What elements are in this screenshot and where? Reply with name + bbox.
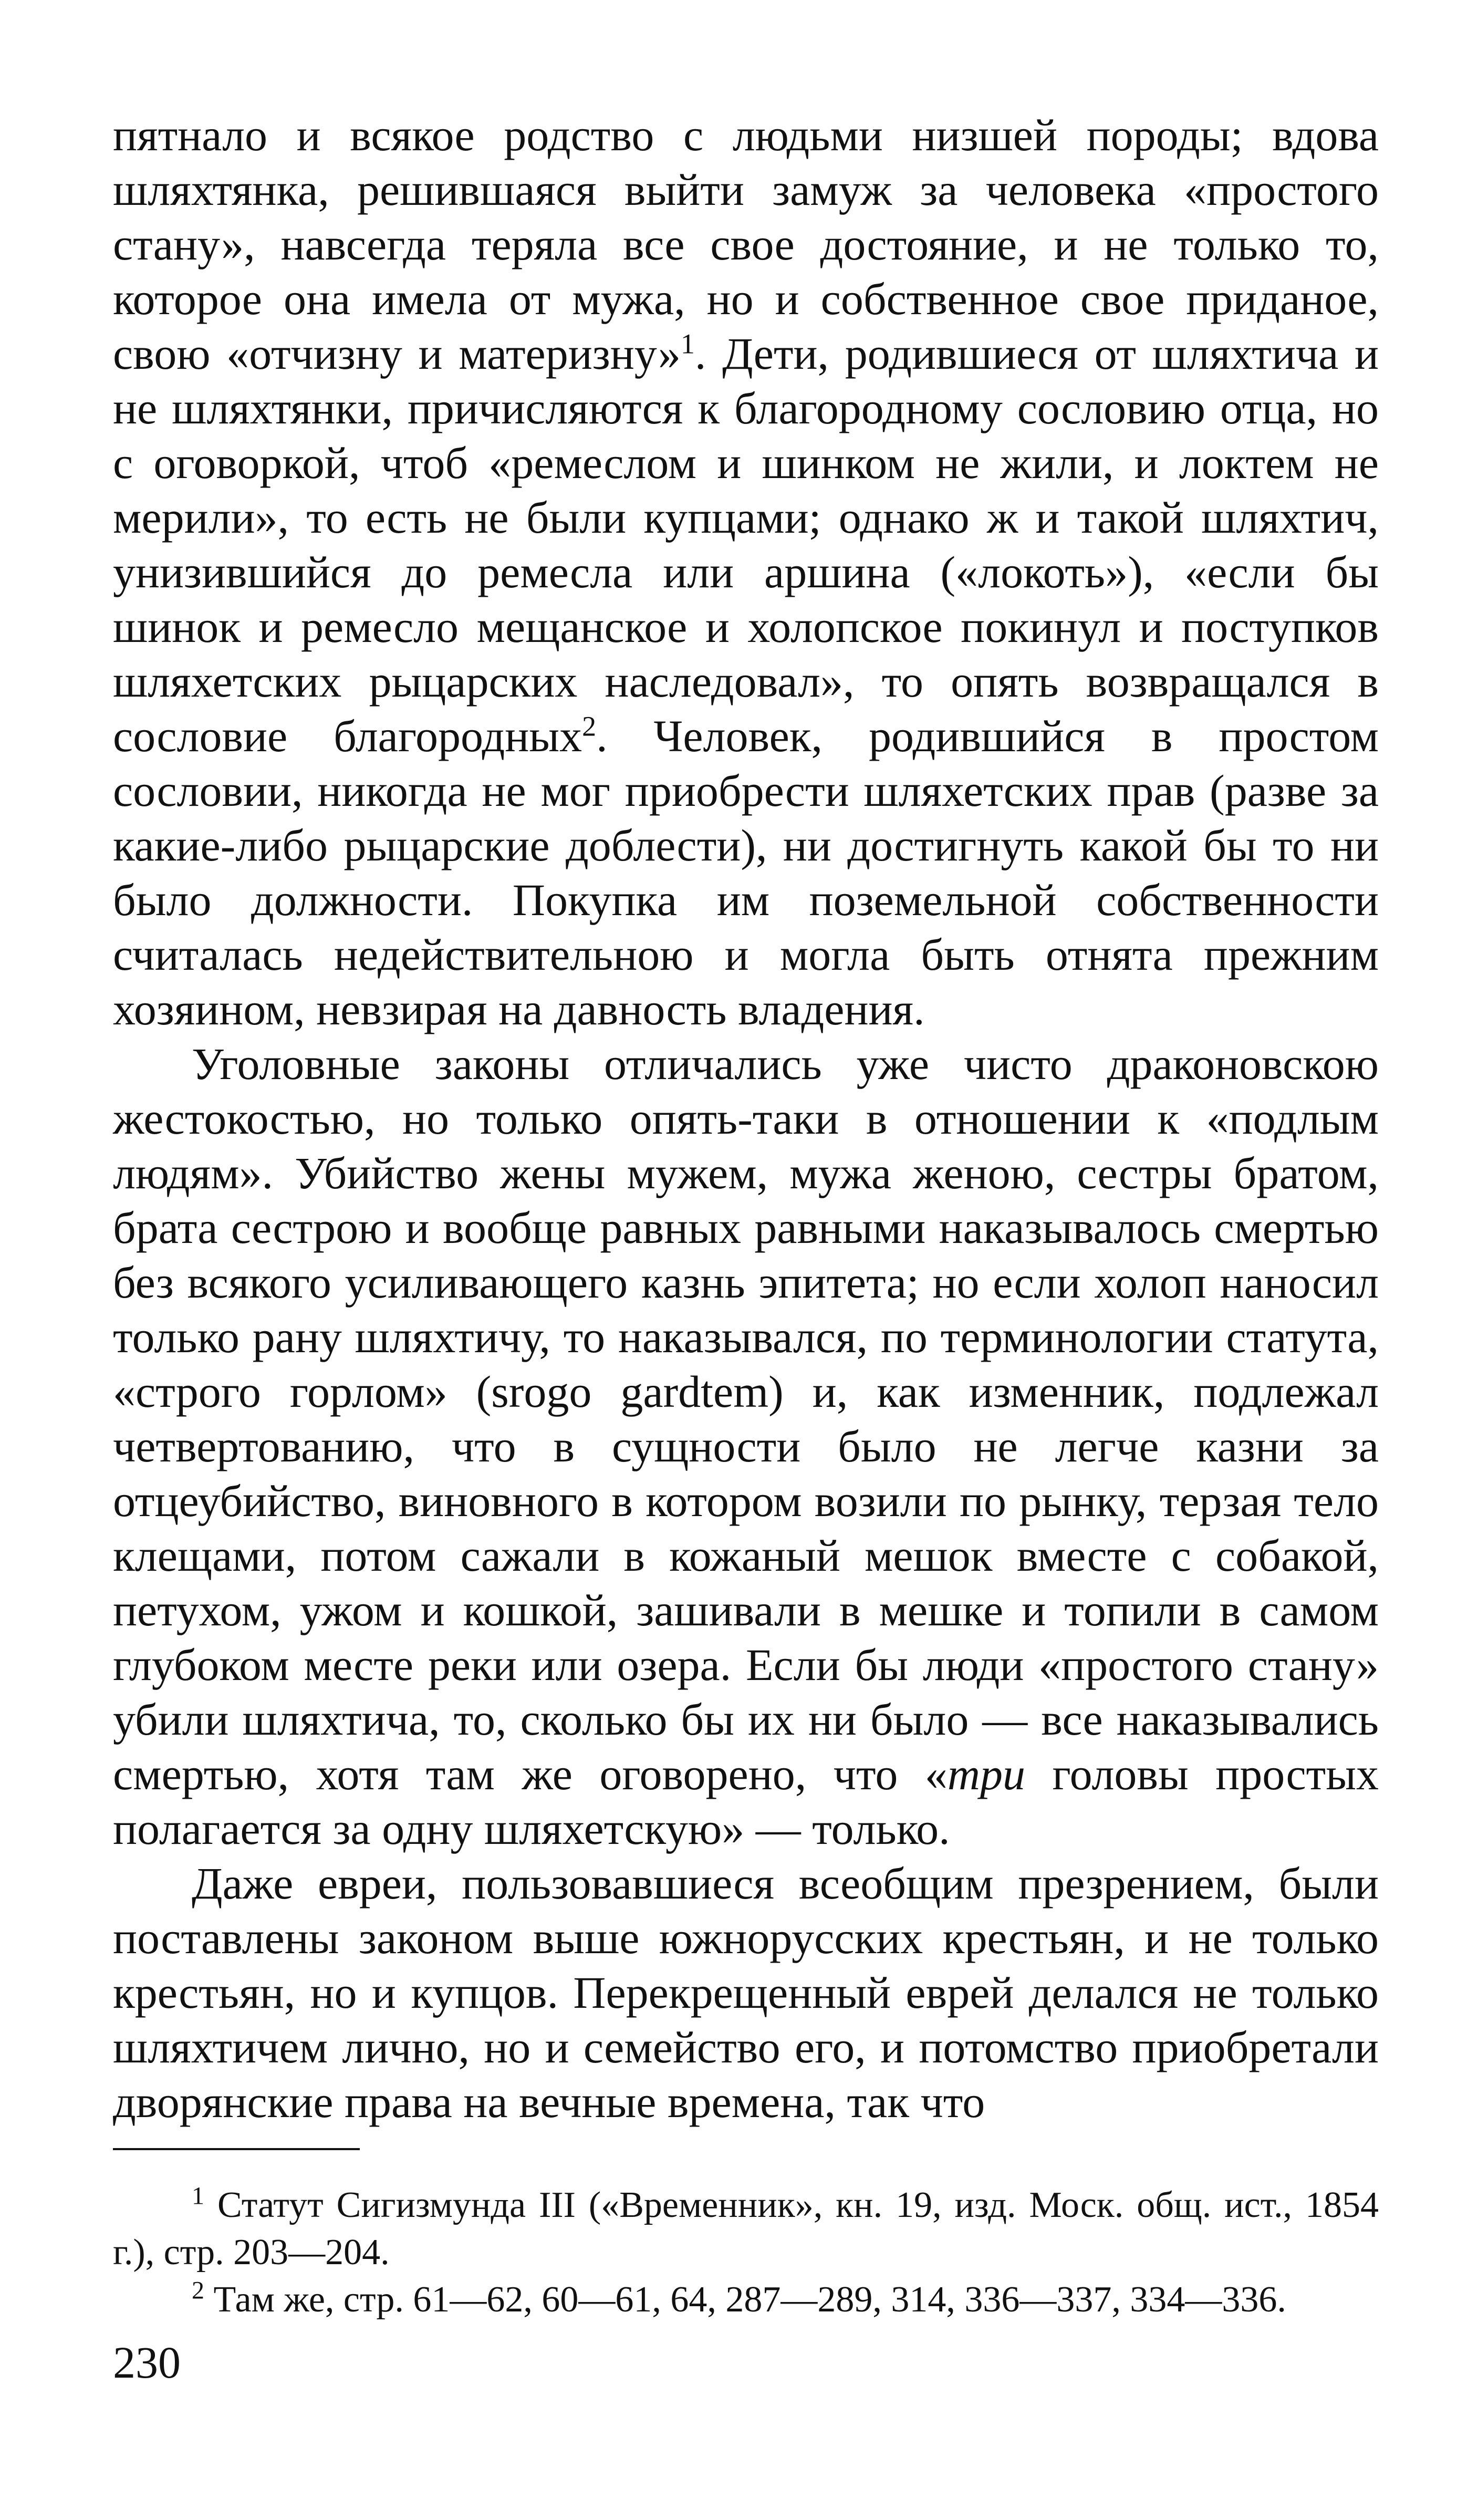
footnote-1 bbox=[113, 2182, 1379, 2276]
paragraph-3-text-a: Даже евреи, пользовавшиеся всеобщим презрением, были поставлены законом выше южнорусских крестьян, и не только крестьян, но и купцов. Перекрещенный еврей делался не только шляхтичем лично, но и семейство его, и потомство приобретали дворянские права на вечные времена, так что bbox=[113, 1858, 1379, 2127]
paragraph-2-text-b: головы простых полагается за одну шляхетскую» — только. bbox=[113, 1749, 1379, 1854]
footnote-ref-1: 1 bbox=[680, 328, 695, 360]
footnote-1-mark: 1 bbox=[192, 2182, 204, 2210]
paragraph-3 bbox=[113, 1856, 1379, 2129]
book-page bbox=[113, 108, 1379, 2398]
footnote-2-mark: 2 bbox=[192, 2276, 204, 2305]
paragraph-1-text-c: . Человек, родившийся в простом сословии, никогда не мог приобрести шляхетских прав (разве за какие-либо рыцарские доблести), ни достигнуть какой бы то ни было должности. Покупка им поземельной собственности считалась недействительною и могла быть отнята прежним хозяином, невзирая на давность владения. bbox=[113, 711, 1379, 1034]
footnote-ref-2: 2 bbox=[582, 710, 597, 742]
page-number: 230 bbox=[113, 2337, 181, 2388]
paragraph-1-text-a: пятнало и всякое родство с людьми низшей породы; вдова шляхтянка, решившаяся выйти замуж за человека «простого стану», навсегда теряла все свое достояние, и не только то, которое она имела от мужа, но и собственное свое приданое, свою «отчизну и материзну» bbox=[113, 110, 1379, 379]
paragraph-1-text-b: . Дети, родившиеся от шляхтича и не шляхтянки, причисляются к благородному сословию отца, но с оговоркой, чтоб «ремеслом и шинком не жили, и локтем не мерили», то есть не были купцами; однако ж и такой шляхтич, унизившийся до ремесла или аршина («локоть»), «если бы шинок и ремесло мещанское и холопское покинул и поступков шляхетских рыцарских наследовал», то опять возвращался в сословие благородных bbox=[113, 328, 1379, 761]
paragraph-2-text-a: Уголовные законы отличались уже чисто драконовскою жестокостью, но только опять-таки в отношении к «подлым людям». Убийство жены мужем, мужа женою, сестры братом, брата сестрою и вообще равных равными наказывалось смертью без всякого усиливающего казнь эпитета; но если холоп наносил только рану шляхтичу, то наказывался, по терминологии статута, «строго горлом» (srogo gardtem) и, как изменник, подлежал четвертованию, что в сущности было не легче казни за отцеубийство, виновного в котором возили по рынку, терзая тело клещами, потом сажали в кожаный мешок вместе с собакой, петухом, ужом и кошкой, зашивали в мешке и топили в самом глубоком месте реки или озера. Если бы люди «простого стану» убили шляхтича, то, сколько бы их ни было — все наказывались смертью, хотя там же оговорено, что « bbox=[113, 1039, 1379, 1799]
footnote-1-text: Статут Сигизмунда III («Временник», кн. 19, изд. Моск. общ. ист., 1854 г.), стр. 203—204. bbox=[113, 2185, 1379, 2273]
footnote-divider bbox=[113, 2148, 360, 2150]
footnote-2-text: Там же, стр. 61—62, 60—61, 64, 287—289, 314, 336—337, 334—336. bbox=[213, 2279, 1286, 2320]
paragraph-1 bbox=[113, 108, 1379, 1036]
paragraph-2 bbox=[113, 1036, 1379, 1856]
footnote-2 bbox=[113, 2276, 1379, 2324]
paragraph-2-emphasis: три bbox=[947, 1749, 1026, 1799]
